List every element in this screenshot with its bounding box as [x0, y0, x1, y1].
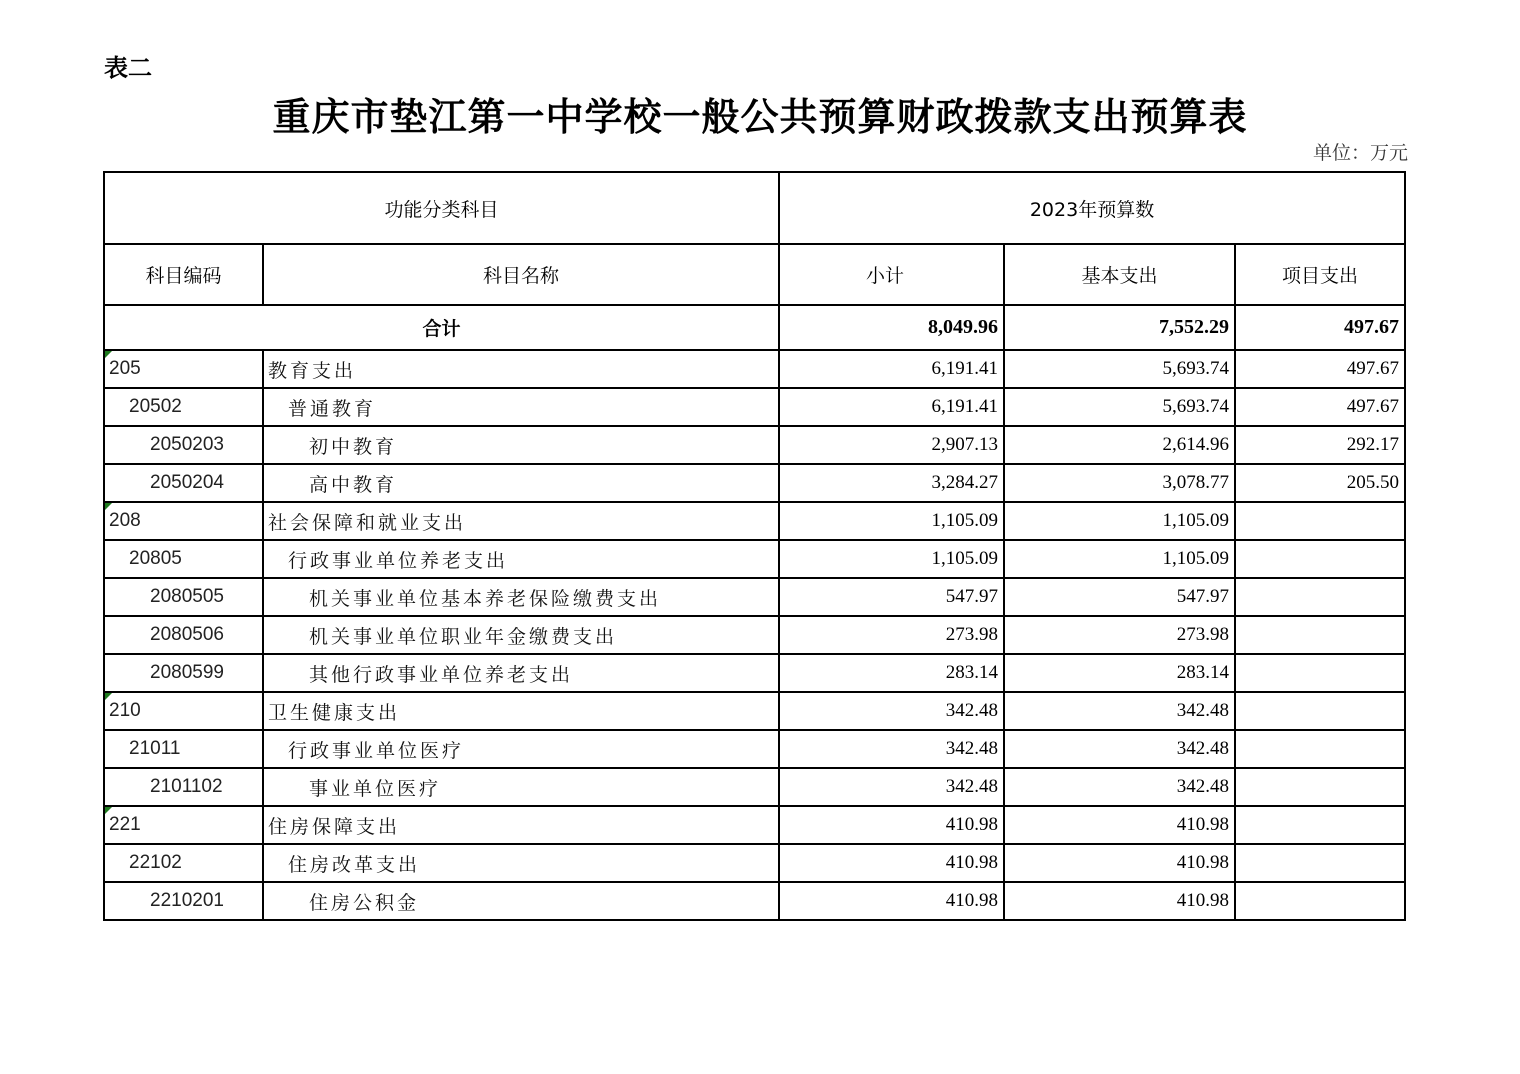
row-name: 住房公积金 — [263, 882, 779, 920]
row-basic: 342.48 — [1004, 768, 1235, 806]
cell-marker-icon — [105, 693, 112, 700]
cell-marker-icon — [105, 807, 112, 814]
row-code: 21011 — [104, 730, 263, 768]
row-basic: 3,078.77 — [1004, 464, 1235, 502]
row-project — [1235, 844, 1405, 882]
row-project: 205.50 — [1235, 464, 1405, 502]
row-name: 教育支出 — [263, 350, 779, 388]
row-code — [104, 692, 263, 730]
total-basic: 7,552.29 — [1004, 305, 1235, 350]
row-subtotal: 1,105.09 — [779, 502, 1004, 540]
row-basic: 2,614.96 — [1004, 426, 1235, 464]
row-project — [1235, 616, 1405, 654]
row-basic: 342.48 — [1004, 692, 1235, 730]
row-subtotal: 410.98 — [779, 882, 1004, 920]
row-basic: 273.98 — [1004, 616, 1235, 654]
row-name: 机关事业单位职业年金缴费支出 — [263, 616, 779, 654]
row-project — [1235, 882, 1405, 920]
row-code: 2210201 — [104, 882, 263, 920]
row-name: 事业单位医疗 — [263, 768, 779, 806]
row-code — [104, 806, 263, 844]
row-subtotal: 273.98 — [779, 616, 1004, 654]
table-row — [104, 806, 1405, 844]
table-row — [104, 502, 1405, 540]
row-name: 机关事业单位基本养老保险缴费支出 — [263, 578, 779, 616]
row-subtotal: 547.97 — [779, 578, 1004, 616]
row-subtotal: 3,284.27 — [779, 464, 1004, 502]
table-row — [104, 654, 1405, 692]
row-code: 2080599 — [104, 654, 263, 692]
cell-marker-icon — [105, 503, 112, 510]
row-name: 其他行政事业单位养老支出 — [263, 654, 779, 692]
row-subtotal: 342.48 — [779, 768, 1004, 806]
row-code — [104, 502, 263, 540]
header-budget-2023: 2023年预算数 — [779, 172, 1405, 244]
row-subtotal: 410.98 — [779, 844, 1004, 882]
table-row — [104, 730, 1405, 768]
row-name: 高中教育 — [263, 464, 779, 502]
row-basic: 5,693.74 — [1004, 350, 1235, 388]
row-name: 卫生健康支出 — [263, 692, 779, 730]
table-row — [104, 350, 1405, 388]
table-label: 表二 — [104, 54, 152, 82]
row-name: 住房保障支出 — [263, 806, 779, 844]
row-subtotal: 6,191.41 — [779, 388, 1004, 426]
table-row — [104, 844, 1405, 882]
table-row — [104, 692, 1405, 730]
row-project — [1235, 692, 1405, 730]
table-row — [104, 616, 1405, 654]
cell-marker-icon — [105, 351, 112, 358]
header-code: 科目编码 — [104, 244, 263, 305]
budget-table — [103, 171, 1406, 921]
row-code: 2080505 — [104, 578, 263, 616]
table-row — [104, 426, 1405, 464]
header-functional-classification: 功能分类科目 — [104, 172, 779, 244]
row-project: 497.67 — [1235, 388, 1405, 426]
header-name: 科目名称 — [263, 244, 779, 305]
row-basic: 1,105.09 — [1004, 540, 1235, 578]
row-basic: 342.48 — [1004, 730, 1235, 768]
row-name: 社会保障和就业支出 — [263, 502, 779, 540]
table-row — [104, 882, 1405, 920]
unit-label: 单位：万元 — [1312, 142, 1408, 164]
row-project — [1235, 768, 1405, 806]
header-row-group — [104, 172, 1405, 244]
row-code-text: 210 — [109, 700, 141, 721]
row-name: 行政事业单位养老支出 — [263, 540, 779, 578]
total-subtotal: 8,049.96 — [779, 305, 1004, 350]
header-project: 项目支出 — [1235, 244, 1405, 305]
row-code-text: 205 — [109, 358, 141, 379]
row-basic: 5,693.74 — [1004, 388, 1235, 426]
row-project: 497.67 — [1235, 350, 1405, 388]
row-subtotal: 2,907.13 — [779, 426, 1004, 464]
row-subtotal: 1,105.09 — [779, 540, 1004, 578]
row-subtotal: 342.48 — [779, 692, 1004, 730]
row-code: 20805 — [104, 540, 263, 578]
row-subtotal: 6,191.41 — [779, 350, 1004, 388]
row-basic: 410.98 — [1004, 844, 1235, 882]
header-subtotal: 小计 — [779, 244, 1004, 305]
row-name: 普通教育 — [263, 388, 779, 426]
row-code: 20502 — [104, 388, 263, 426]
row-name: 行政事业单位医疗 — [263, 730, 779, 768]
total-label: 合计 — [104, 305, 779, 350]
row-subtotal: 283.14 — [779, 654, 1004, 692]
header-basic: 基本支出 — [1004, 244, 1235, 305]
total-row — [104, 305, 1405, 350]
row-project — [1235, 502, 1405, 540]
row-name: 初中教育 — [263, 426, 779, 464]
row-subtotal: 410.98 — [779, 806, 1004, 844]
row-project — [1235, 540, 1405, 578]
row-basic: 1,105.09 — [1004, 502, 1235, 540]
table-row — [104, 768, 1405, 806]
page-title: 重庆市垫江第一中学校一般公共预算财政拨款支出预算表 — [272, 94, 1248, 139]
row-code: 2050203 — [104, 426, 263, 464]
table-row — [104, 464, 1405, 502]
row-subtotal: 342.48 — [779, 730, 1004, 768]
row-project — [1235, 578, 1405, 616]
total-project: 497.67 — [1235, 305, 1405, 350]
row-basic: 410.98 — [1004, 806, 1235, 844]
header-row-columns — [104, 244, 1405, 305]
row-code: 2050204 — [104, 464, 263, 502]
row-project — [1235, 730, 1405, 768]
row-basic: 547.97 — [1004, 578, 1235, 616]
table-row — [104, 388, 1405, 426]
row-project: 292.17 — [1235, 426, 1405, 464]
row-basic: 410.98 — [1004, 882, 1235, 920]
row-basic: 283.14 — [1004, 654, 1235, 692]
row-code-text: 208 — [109, 510, 141, 531]
row-code-text: 221 — [109, 814, 141, 835]
table-row — [104, 540, 1405, 578]
row-project — [1235, 806, 1405, 844]
table-row — [104, 578, 1405, 616]
row-name: 住房改革支出 — [263, 844, 779, 882]
row-code: 2080506 — [104, 616, 263, 654]
row-code: 22102 — [104, 844, 263, 882]
row-project — [1235, 654, 1405, 692]
row-code: 2101102 — [104, 768, 263, 806]
row-code — [104, 350, 263, 388]
